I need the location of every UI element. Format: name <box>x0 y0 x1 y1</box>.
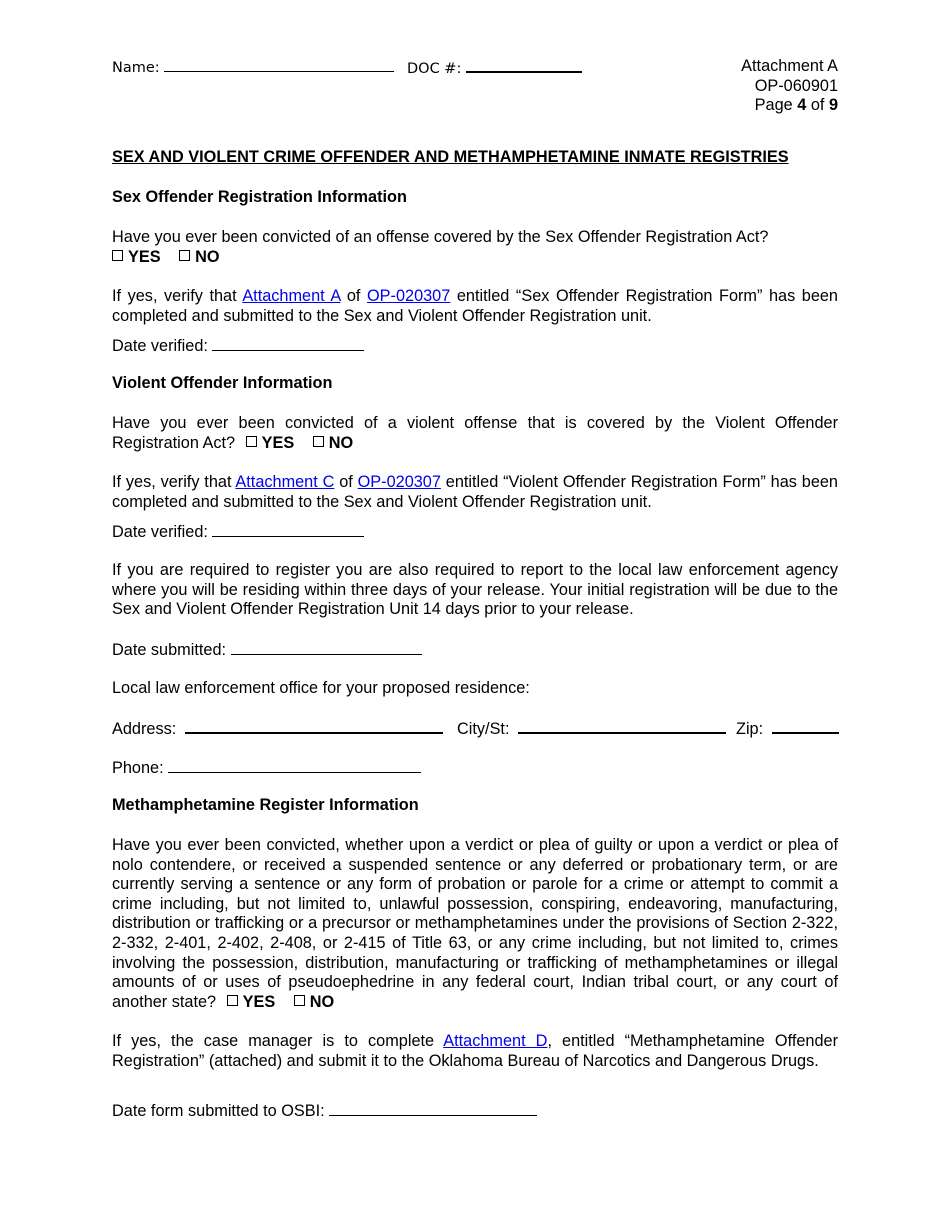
verify-suffix: entitled “Sex Offender Registration Form” has been completed and submitted to the Sex and Violent Offender Registration unit. <box>112 287 838 325</box>
checkbox-icon[interactable] <box>179 250 190 261</box>
doc-number-input-line[interactable] <box>466 57 582 73</box>
date-verified-input-line[interactable] <box>212 522 364 537</box>
page-total: 9 <box>828 96 838 115</box>
no-label: NO <box>328 433 354 452</box>
meth-question <box>112 836 838 1012</box>
registration-notice: If you are required to register you are also required to report to the local law enforcement agency where you will be residing within three days of your release. Your initial registration will be due to the Sex and Violent Offender Registration Unit 14 days prior to your release. <box>112 561 838 619</box>
meth-instruction <box>112 1032 838 1071</box>
date-verified-label: Date verified: <box>112 337 208 355</box>
phone-field <box>112 758 421 779</box>
op-number: OP-060901 <box>754 76 838 95</box>
city-state-label: City/St: <box>457 720 510 738</box>
violent-offender-yes-option[interactable] <box>246 434 295 452</box>
checkbox-icon[interactable] <box>294 995 305 1006</box>
yes-label: YES <box>128 247 161 266</box>
sex-offender-date-verified <box>112 336 364 357</box>
checkbox-icon[interactable] <box>227 995 238 1006</box>
op-020307-link[interactable]: OP-020307 <box>357 473 441 491</box>
violent-offender-question <box>112 414 838 453</box>
instruction-suffix: , entitled “Methamphetamine Offender Registration” (attached) and submit it to the Oklahoma Bureau of Narcotics and Dangerous Drugs. <box>112 1032 838 1070</box>
instruction-prefix: If yes, the case manager is to complete <box>112 1032 435 1050</box>
date-submitted-input-line[interactable] <box>231 640 422 655</box>
attachment-d-link[interactable]: Attachment D <box>443 1032 548 1050</box>
doc-number-field <box>407 57 582 80</box>
yes-label: YES <box>242 992 276 1011</box>
meth-heading: Methamphetamine Register Information <box>112 796 419 814</box>
zip-input-line[interactable] <box>772 718 839 734</box>
zip-field <box>736 718 839 740</box>
page-info <box>741 57 838 116</box>
sex-offender-question-text: Have you ever been convicted of an offense covered by the Sex Offender Registration Act? <box>112 228 769 246</box>
date-verified-label: Date verified: <box>112 523 208 541</box>
no-label: NO <box>309 992 335 1011</box>
sex-offender-heading: Sex Offender Registration Information <box>112 188 407 206</box>
phone-input-line[interactable] <box>168 758 421 773</box>
sex-offender-no-option[interactable] <box>179 248 219 266</box>
date-submitted-label: Date submitted: <box>112 641 227 659</box>
city-state-input-line[interactable] <box>518 718 726 734</box>
op-020307-link[interactable]: OP-020307 <box>367 287 451 305</box>
name-input-line[interactable] <box>164 57 394 72</box>
violent-offender-verify <box>112 473 838 512</box>
page-prefix: Page <box>754 96 793 115</box>
sex-offender-yes-option[interactable] <box>112 248 161 266</box>
meth-no-option[interactable] <box>294 993 334 1011</box>
doc-number-label: DOC #: <box>407 61 462 77</box>
meth-question-text: Have you ever been convicted, whether upon a verdict or plea of guilty or upon a verdict or plea of nolo contendere, or received a suspended sentence or any deferred or probationary term, or are currently serving a sentence or any form of probation or parole for a crime or attempt to commit a crime including, but not limited to, unlawful possession, conspiring, endeavoring, manufacturing, distribution or trafficking or a precursor or methamphetamines under the provisions of Section 2-322, 2-332, 2-401, 2-402, 2-408, or 2-415 of Title 63, or any crime including, but not limited to, crimes involving the possession, distribution, manufacturing or trafficking of methamphetamines or illegal amounts of or uses of pseudoephedrine in any federal court, Indian tribal court, or any court of another state? <box>112 836 838 1011</box>
violent-offender-question-text: Have you ever been convicted of a violent offense that is covered by the Violent Offender Registration Act? <box>112 414 838 452</box>
local-office-label: Local law enforcement office for your proposed residence: <box>112 679 530 697</box>
osbi-date-input-line[interactable] <box>329 1101 537 1116</box>
checkbox-icon[interactable] <box>246 436 257 447</box>
attachment-a-link[interactable]: Attachment A <box>242 287 341 305</box>
sex-offender-options <box>112 248 838 268</box>
document-title: SEX AND VIOLENT CRIME OFFENDER AND METHAMPHETAMINE INMATE REGISTRIES <box>112 148 789 166</box>
sex-offender-verify <box>112 287 838 326</box>
attachment-c-link[interactable]: Attachment C <box>235 473 335 491</box>
meth-yes-option[interactable] <box>227 993 276 1011</box>
violent-offender-heading: Violent Offender Information <box>112 374 333 392</box>
verify-prefix: If yes, verify that <box>112 287 237 305</box>
yes-label: YES <box>261 433 295 452</box>
page-number <box>741 96 838 116</box>
name-field <box>112 57 394 79</box>
date-verified-input-line[interactable] <box>212 336 364 351</box>
of-text: of <box>339 473 353 491</box>
violent-offender-no-option[interactable] <box>313 434 353 452</box>
of-text: of <box>346 287 361 305</box>
address-field <box>112 718 443 740</box>
sex-offender-question <box>112 228 838 267</box>
address-input-line[interactable] <box>185 718 443 734</box>
address-label: Address: <box>112 720 177 738</box>
verify-suffix: entitled “Violent Offender Registration Form” has been completed and submitted to the Sex and Violent Offender Registration unit. <box>112 473 838 511</box>
attachment-label: Attachment A <box>741 57 838 75</box>
checkbox-icon[interactable] <box>313 436 324 447</box>
no-label: NO <box>195 247 220 266</box>
osbi-date-field <box>112 1101 537 1122</box>
city-state-field <box>457 718 726 740</box>
violent-offender-date-verified <box>112 522 364 543</box>
name-label: Name: <box>112 60 160 76</box>
page-of: of <box>810 96 825 115</box>
phone-label: Phone: <box>112 759 164 777</box>
zip-label: Zip: <box>736 720 764 738</box>
checkbox-icon[interactable] <box>112 250 123 261</box>
verify-prefix: If yes, verify that <box>112 473 232 491</box>
date-submitted-field <box>112 640 422 661</box>
osbi-date-label: Date form submitted to OSBI: <box>112 1102 325 1120</box>
page-current: 4 <box>797 96 807 115</box>
